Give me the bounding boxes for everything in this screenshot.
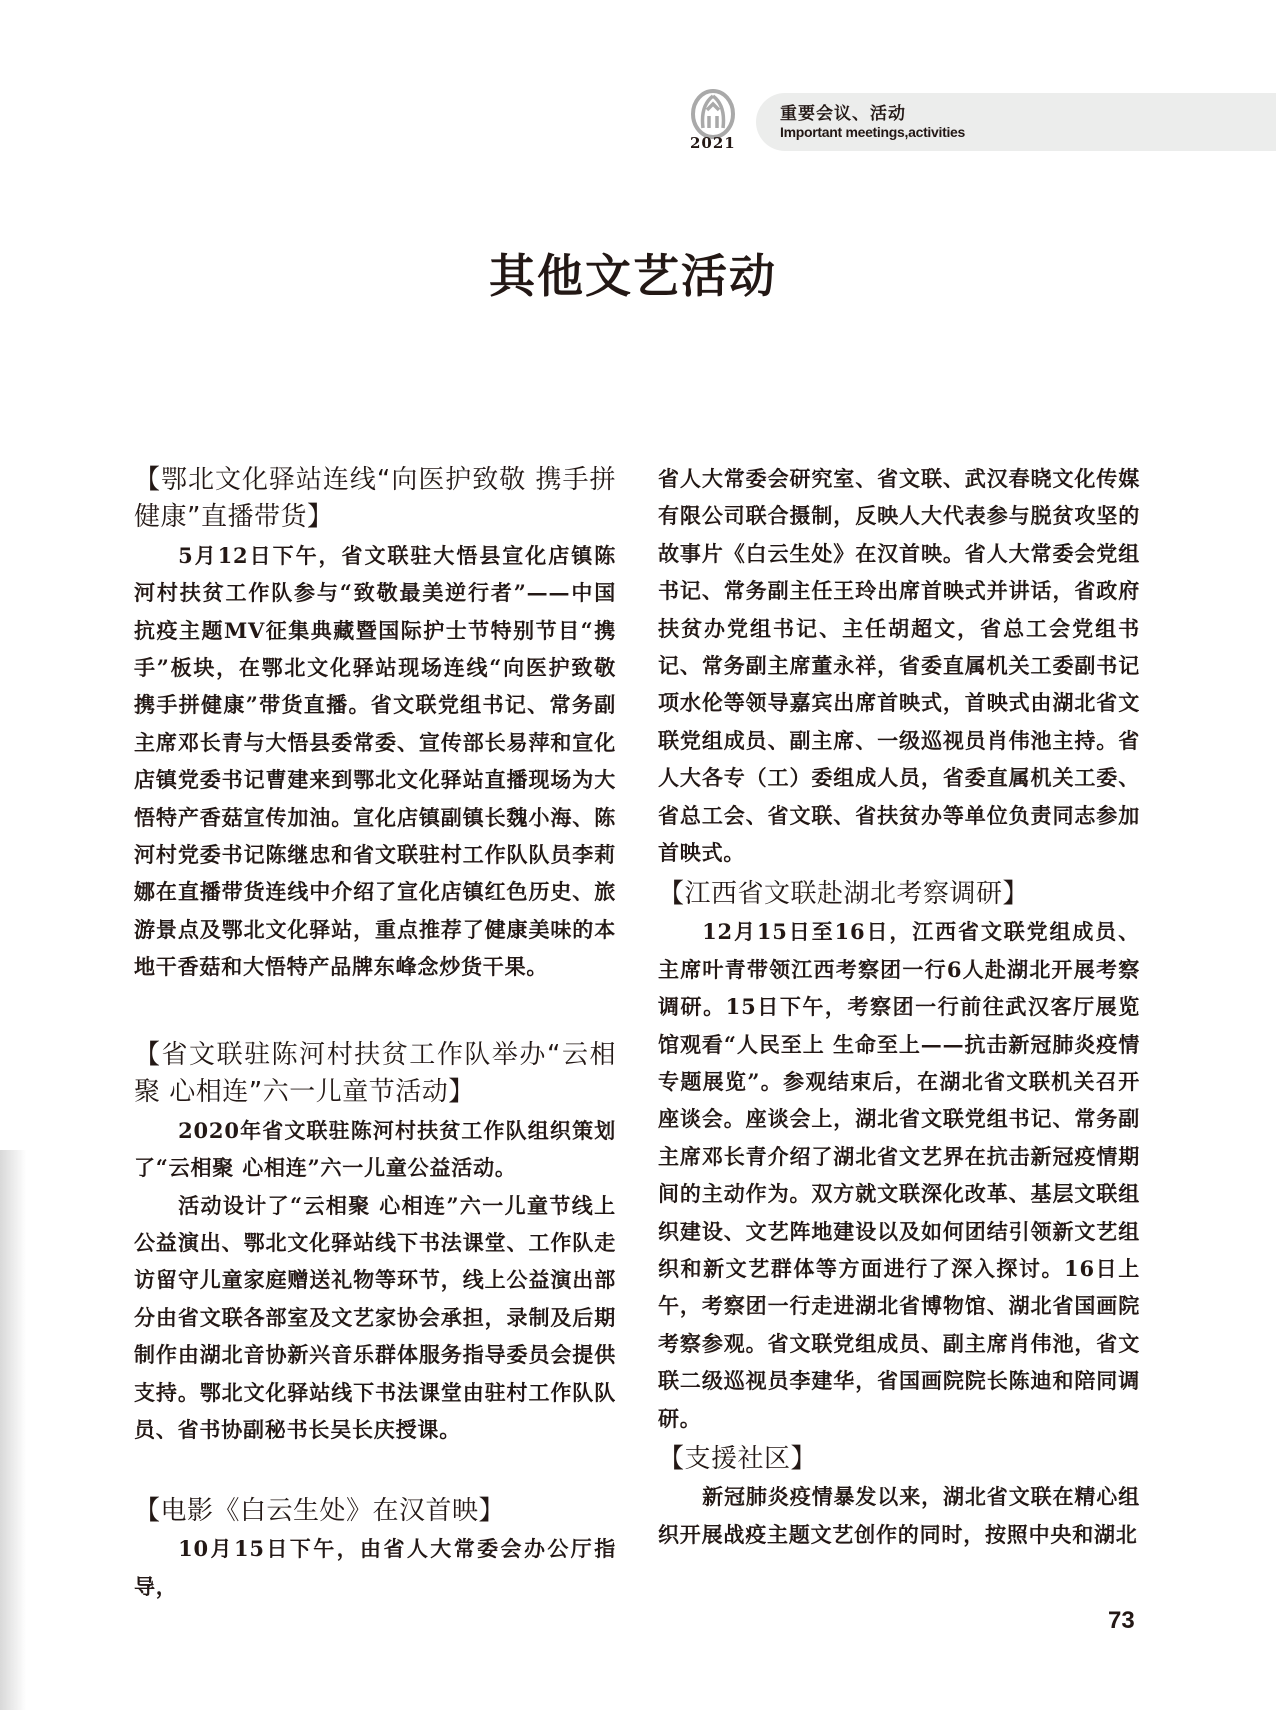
article-3 — [134, 1493, 616, 1605]
article-heading: 【鄂北文化驿站连线“向医护致敬 携手拼健康”直播带货】 — [134, 465, 616, 533]
article-paragraph: 省人大常委会研究室、省文联、武汉春晓文化传媒有限公司联合摄制，反映人大代表参与脱贫攻坚的故事片《白云生处》在汉首映。省人大常委会党组书记、常务副主任王玲出席首映式并讲话，省政府扶贫办党组书记、主任胡超文，省总工会党组书记、常务副主席董永祥，省委直属机关工委副书记项水伦等领导嘉宾出席首映式，首映式由湖北省文联党组成员、副主席、一级巡视员肖伟池主持。省人大各专（工）委组成人员，省委直属机关工委、省总工会、省文联、省扶贫办等单位负责同志参加首映式。 — [658, 466, 1140, 866]
article-heading: 【省文联驻陈河村扶贫工作队举办“云相聚 心相连”六一儿童节活动】 — [134, 1040, 616, 1108]
article-5 — [658, 1441, 1140, 1553]
article-heading: 【电影《白云生处》在汉首映】 — [134, 1496, 506, 1526]
page-number: 73 — [1108, 1607, 1135, 1634]
yearbook-emblem-icon — [689, 88, 737, 140]
article-paragraph: 12月15日至16日，江西省文联党组成员、主席叶青带领江西考察团一行6人赴湖北开展考察调研。15日下午，考察团一行前往武汉客厅展览馆观看“人民至上 生命至上——抗击新冠肺炎疫情专题展览”。参观结束后，在湖北省文联机关召开座谈会。座谈会上，湖北省文联党组书记、常务副主席邓长青介绍了湖北省文艺界在抗击新冠疫情期间的主动作为。双方就文联深化改革、基层文联组织建设、文艺阵地建设以及如何团结引领新文艺组织和新文艺群体等方面进行了深入探讨。16日上午，考察团一行走进湖北省博物馆、湖北省国画院考察参观。省文联党组成员、副主席肖伟池，省文联二级巡视员李建华，省国画院院长陈迪和陪同调研。 — [658, 919, 1140, 1431]
article-3-continued — [658, 460, 1140, 871]
article-4 — [658, 876, 1140, 1437]
article-paragraph: 新冠肺炎疫情暴发以来，湖北省文联在精心组织开展战疫主题文艺创作的同时，按照中央和湖北 — [658, 1484, 1140, 1547]
decorative-texture — [0, 1150, 26, 1710]
year-label: 2021 — [690, 134, 736, 152]
article-1 — [134, 462, 616, 986]
section-title-cn: 重要会议、活动 — [780, 104, 906, 124]
article-heading: 【支援社区】 — [658, 1444, 818, 1474]
page-title: 其他文艺活动 — [489, 249, 777, 303]
article-paragraph: 5月12日下午，省文联驻大悟县宣化店镇陈河村扶贫工作队参与“致敬最美逆行者”——中国抗疫主题MV征集典藏暨国际护士节特别节目“携手”板块，在鄂北文化驿站现场连线“向医护致敬 携手拼健康”带货直播。省文联党组书记、常务副主席邓长青与大悟县委常委、宣传部长易萍和宣化店镇党委书记曹建来到鄂北文化驿站直播现场为大悟特产香菇宣传加油。宣化店镇副镇长魏小海、陈河村党委书记陈继忠和省文联驻村工作队队员李莉娜在直播带货连线中介绍了宣化店镇红色历史、旅游景点及鄂北文化驿站，重点推荐了健康美味的本地干香菇和大悟特产品牌东峰念炒货干果。 — [134, 542, 616, 980]
article-paragraph: 活动设计了“云相聚 心相连”六一儿童节线上公益演出、鄂北文化驿站线下书法课堂、工作队走访留守儿童家庭赠送礼物等环节，线上公益演出部分由省文联各部室及文艺家协会承担，录制及后期制作由湖北音协新兴音乐群体服务指导委员会提供支持。鄂北文化驿站线下书法课堂由驻村工作队队员、省书协副秘书长吴长庆授课。 — [134, 1192, 616, 1443]
article-2 — [134, 1037, 616, 1448]
section-title-en: Important meetings,activities — [780, 124, 966, 140]
article-paragraph: 10月15日下午，由省人大常委会办公厅指导， — [134, 1536, 616, 1599]
article-heading: 【江西省文联赴湖北考察调研】 — [658, 879, 1030, 909]
article-paragraph: 2020年省文联驻陈河村扶贫工作队组织策划了“云相聚 心相连”六一儿童公益活动。 — [134, 1117, 616, 1181]
